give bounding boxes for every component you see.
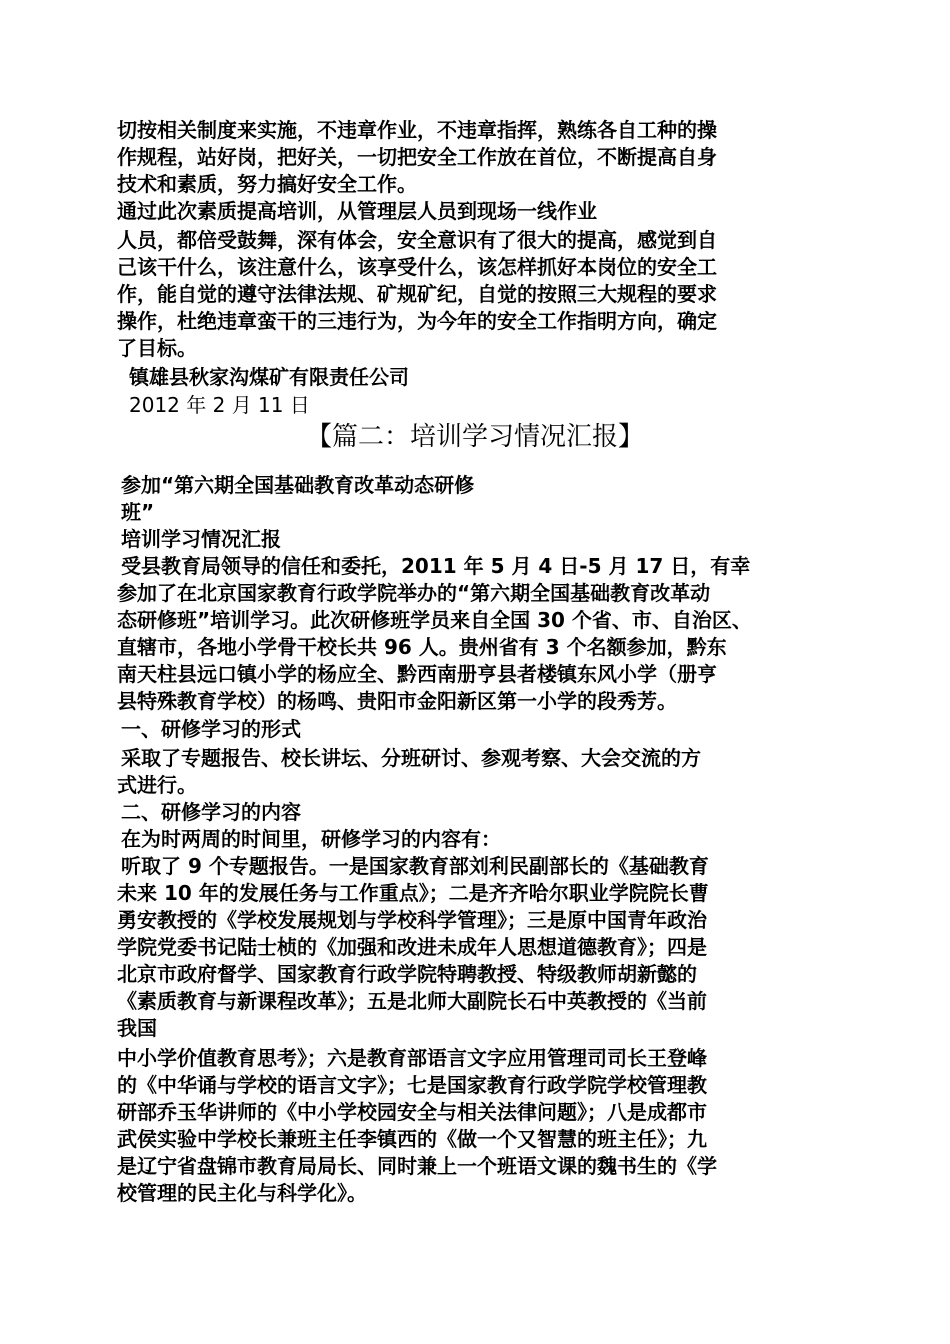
text-line: 人员，都倍受鼓舞，深有体会，安全意识有了很大的提高，感觉到自 — [117, 228, 717, 252]
text-line: 听取了 9 个专题报告。一是国家教育部刘利民副部长的《基础教育 — [121, 854, 709, 878]
section-title: 【篇二：培训学习情况汇报】 — [305, 422, 644, 452]
text-line: 北京市政府督学、国家教育行政学院特聘教授、特级教师胡新懿的 — [117, 962, 697, 986]
text-line: 操作，杜绝违章蛮干的三违行为，为今年的安全工作指明方向，确定 — [117, 309, 717, 333]
text-line: 《素质教育与新课程改革》；五是北师大副院长石中英教授的《当前 — [117, 989, 707, 1013]
text-line: 县特殊教育学校）的杨鸣、贵阳市金阳新区第一小学的段秀芳。 — [117, 689, 677, 713]
text-line: 采取了专题报告、校长讲坛、分班研讨、参观考察、大会交流的方 — [121, 746, 701, 770]
text-line: 中小学价值教育思考》；六是教育部语言文字应用管理司司长王登峰 — [117, 1046, 707, 1070]
text-line: 式进行。 — [117, 773, 197, 797]
text-line: 是辽宁省盘锦市教育局局长、同时兼上一个班语文课的魏书生的《学 — [117, 1154, 717, 1178]
text-line: 作，能自觉的遵守法律法规、矿规矿纪，自觉的按照三大规程的要求 — [117, 282, 717, 306]
text-line: 在为时两周的时间里，研修学习的内容有： — [121, 827, 501, 851]
text-line: 己该干什么，该注意什么，该享受什么，该怎样抓好本岗位的安全工 — [117, 255, 717, 279]
document-date: 2012 年 2 月 11 日 — [129, 393, 310, 417]
section-heading: 一、研修学习的形式 — [121, 717, 301, 741]
text-line: 了目标。 — [117, 336, 197, 360]
text-line: 技术和素质，努力搞好安全工作。 — [117, 172, 417, 196]
text-line: 研部乔玉华讲师的《中小学校园安全与相关法律问题》；八是成都市 — [117, 1100, 707, 1124]
text-line: 参加“第六期全国基础教育改革动态研修 — [121, 473, 475, 497]
text-line: 的《中华诵与学校的语言文字》；七是国家教育行政学院学校管理教 — [117, 1073, 707, 1097]
text-line: 通过此次素质提高培训，从管理层人员到现场一线作业 — [117, 199, 597, 223]
text-line: 作规程，站好岗，把好关，一切把安全工作放在首位，不断提高自身 — [117, 145, 717, 169]
text-line: 培训学习情况汇报 — [121, 527, 281, 551]
section-heading: 二、研修学习的内容 — [121, 800, 301, 824]
text-line: 校管理的民主化与科学化》。 — [117, 1181, 367, 1205]
text-line: 未来 10 年的发展任务与工作重点》；二是齐齐哈尔职业学院院长曹 — [117, 881, 709, 905]
text-line: 直辖市，各地小学骨干校长共 96 人。贵州省有 3 个名额参加，黔东 — [117, 635, 727, 659]
text-line: 受县教育局领导的信任和委托，2011 年 5 月 4 日-5 月 17 日，有幸 — [121, 554, 751, 578]
text-line: 班” — [121, 500, 155, 524]
text-line: 学院党委书记陆士桢的《加强和改进未成年人思想道德教育》；四是 — [117, 935, 707, 959]
text-line: 参加了在北京国家教育行政学院举办的“第六期全国基础教育改革动 — [117, 581, 711, 605]
text-line: 切按相关制度来实施，不违章作业，不违章指挥，熟练各自工种的操 — [117, 118, 717, 142]
text-line: 态研修班”培训学习。此次研修班学员来自全国 30 个省、市、自治区、 — [117, 608, 752, 632]
text-line: 武侯实验中学校长兼班主任李镇西的《做一个又智慧的班主任》；九 — [117, 1127, 707, 1151]
text-line: 南天柱县远口镇小学的杨应全、黔西南册亨县者楼镇东风小学（册亨 — [117, 662, 717, 686]
text-line: 勇安教授的《学校发展规划与学校科学管理》；三是原中国青年政治 — [117, 908, 707, 932]
company-name: 镇雄县秋家沟煤矿有限责任公司 — [129, 365, 409, 389]
text-line: 我国 — [117, 1016, 157, 1040]
